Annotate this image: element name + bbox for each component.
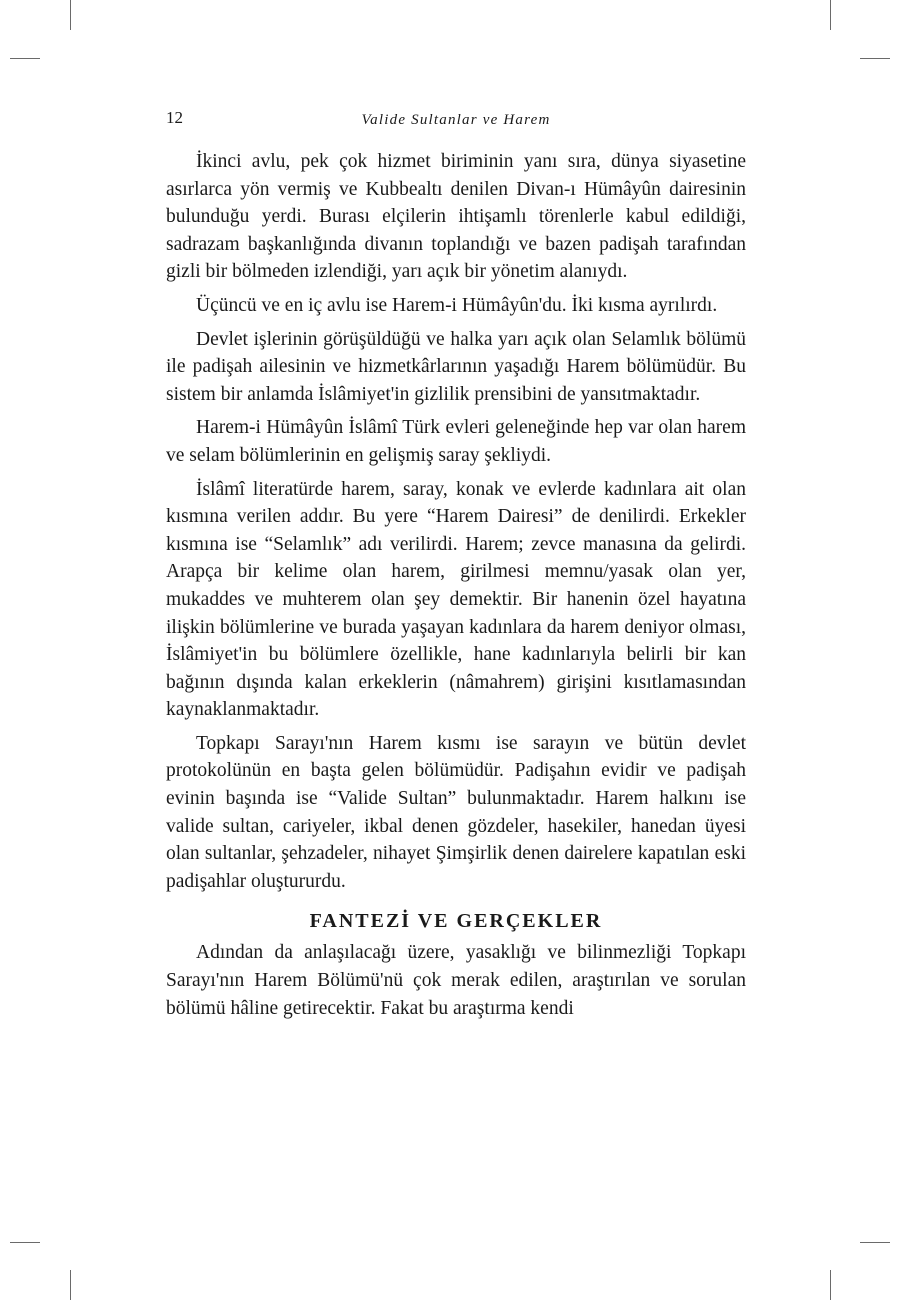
running-title: Valide Sultanlar ve Harem [361, 112, 551, 128]
paragraph-6: Topkapı Sarayı'nın Harem kısmı ise sarayın ve bütün devlet protokolünün en başta gelen bölümüdür. Padişahın evidir ve padişah evinin başında ise “Valide Sultan” bulunmaktadır. Harem halkını ise valide sultan, cariyeler, ikbal denen gözdeler, hasekiler, hanedan üyesi olan sultanlar, şehzadeler, nihayet Şimşirlik denen dairelere kapatılan eski padişahlar oluştururdu. [166, 732, 746, 892]
crop-mark-bottom-right [830, 1270, 831, 1300]
crop-mark-bottom-left [70, 1270, 71, 1300]
crop-mark-right-bottom [860, 1242, 890, 1243]
paragraph-1: İkinci avlu, pek çok hizmet biriminin yanı sıra, dünya siyasetine asırlarca yön vermiş ve Kubbealtı denilen Divan-ı Hümâyûn dairesinin bulunduğu yerdi. Burası elçilerin ihtişamlı törenlerle kabul edildiği, sadrazam başkanlığında divanın toplandığı ve bazen padişah tarafından gizli bir bölmeden izlendiği, yarı açık bir yönetim alanıydı. [166, 151, 746, 283]
body-text [166, 148, 746, 1028]
paragraph-2: Üçüncü ve en iç avlu ise Harem-i Hümâyûn'du. İki kısma ayrılırdı. [196, 294, 718, 316]
section-heading: FANTEZİ VE GERÇEKLER [309, 910, 603, 933]
crop-mark-left-top [10, 58, 40, 59]
section-paragraph-1: Adından da anlaşılacağı üzere, yasaklığı ve bilinmezliği Topkapı Sarayı'nın Harem Bölümü'nü çok merak edilen, araştırılan ve sorulan bölümü hâline getirecektir. Fakat bu araştırma kendi [166, 942, 746, 1019]
crop-mark-right-top [860, 58, 890, 59]
crop-mark-top-right [830, 0, 831, 30]
crop-mark-top-left [70, 0, 71, 30]
paragraph-4: Harem-i Hümâyûn İslâmî Türk evleri geleneğinde hep var olan harem ve selam bölümlerinin en gelişmiş saray şekliydi. [166, 417, 746, 466]
page-number: 12 [166, 108, 183, 127]
paragraph-3: Devlet işlerinin görüşüldüğü ve halka yarı açık olan Selamlık bölümü ile padişah ailesinin ve hizmetkârlarının yaşadığı Harem bölümüdür. Bu sistem bir anlamda İslâmiyet'in gizlilik prensibini de yansıtmaktadır. [166, 328, 746, 405]
paragraph-5: İslâmî literatürde harem, saray, konak ve evlerde kadınlara ait olan kısmına verilen addır. Bu yere “Harem Dairesi” de denilirdi. Erkekler kısmına ise “Selamlık” adı verilirdi. Harem; zevce manasına da gelirdi. Arapça bir kelime olan harem, girilmesi memnu/yasak olan yer, mukaddes ve muhterem olan şey demektir. Bir hanenin özel hayatına ilişkin bölümlerine ve burada yaşayan kadınlara da harem deniyor olması, İslâmiyet'in bu bölümlere özellikle, hane kadınlarıyla belirli bir kan bağının dışında kalan erkeklerin (nâmahrem) girişini kısıtlamasından kaynaklanmaktadır. [166, 478, 746, 721]
page-header [166, 108, 746, 132]
crop-mark-left-bottom [10, 1242, 40, 1243]
